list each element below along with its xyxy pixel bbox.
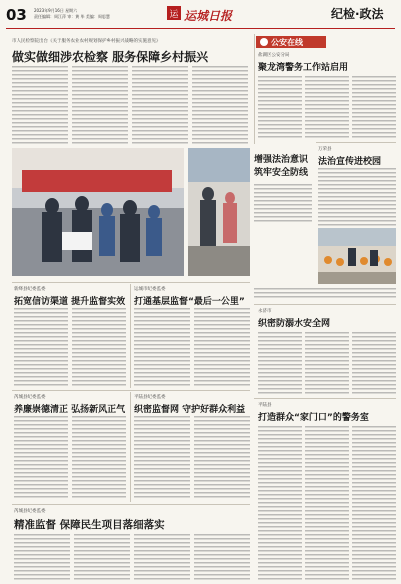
- mid-left-body-col1: [14, 308, 68, 386]
- editor-line: 责任编辑：周江萍 审：黄 毕 美编：周思慧: [34, 14, 110, 19]
- row3-left-kicker: 芮城县纪委监委: [14, 395, 46, 400]
- sidebar-story3-body-col1: [258, 332, 302, 394]
- sidebar-story1-body-col2: [305, 76, 349, 140]
- bottom-body-col3: [134, 534, 190, 580]
- sidebar-story1-kicker: 盐湖区公安分局: [258, 53, 290, 58]
- sidebar-channel-title: 公安在线: [271, 38, 303, 47]
- feature-title-line2: 筑牢安全防线: [254, 168, 309, 178]
- sidebar-story4-body-col1: [258, 426, 302, 580]
- lead-photo: [12, 148, 184, 276]
- paper-name: 运城日报: [184, 9, 233, 23]
- police-badge-icon: [260, 38, 268, 46]
- sidebar-story3-body-col2: [305, 332, 349, 394]
- page-number: 03: [6, 6, 27, 24]
- row3-left-headline: 养廉崇德清正 弘扬新风正气: [14, 405, 126, 415]
- row3-left-body-col2: [72, 416, 126, 500]
- lead-body-col4: [192, 66, 248, 144]
- sidebar-story2-kicker: 万荣县: [318, 147, 332, 152]
- svg-text:运: 运: [169, 10, 179, 20]
- row3-right-body-col2: [194, 416, 250, 500]
- date-line: 2023年9月16日 星期六: [34, 8, 78, 13]
- sidebar-photo: [318, 228, 396, 284]
- sidebar-story4-body-col3: [352, 426, 396, 580]
- bottom-kicker: 芮城县纪委监委: [14, 509, 46, 514]
- feature-caption: [254, 184, 312, 224]
- section-title: 纪检·政法: [331, 7, 384, 21]
- sidebar-story3-headline: 织密防溺水安全网: [258, 319, 331, 329]
- lead-kicker: 市人民检察院出台《关于服务农业农村规划保护乡村振兴战略的实施意见》: [12, 39, 161, 44]
- lead-body-col3: [132, 66, 188, 144]
- row3-right-kicker: 平陆县纪委监委: [134, 395, 166, 400]
- sidebar-story4-headline: 打造群众“家门口”的警务室: [258, 413, 369, 423]
- bottom-headline: 精准监督 保障民生项目落细落实: [14, 519, 165, 531]
- lead-body-col2: [72, 66, 128, 144]
- mid-right-body-col1: [134, 308, 190, 386]
- bottom-body-col2: [74, 534, 130, 580]
- row3-left-body-col1: [14, 416, 68, 500]
- mid-left-headline: 拓宽信访渠道 提升监督实效: [14, 297, 126, 307]
- mid-right-headline: 打通基层监督“最后一公里”: [134, 297, 245, 307]
- bottom-body-col4: [194, 534, 250, 580]
- sidebar-story1-body-col1: [258, 76, 302, 140]
- paper-logo: [166, 4, 236, 28]
- mid-right-body-col2: [194, 308, 250, 386]
- lead-headline: 做实做细涉农检察 服务保障乡村振兴: [12, 50, 209, 64]
- mid-left-body-col2: [72, 308, 126, 386]
- sidebar-story3-kicker: 永济市: [258, 309, 272, 314]
- lead-body-col1: [12, 66, 68, 144]
- sidebar-story3-body-col3: [352, 332, 396, 394]
- mid-right-kicker: 运城市纪委监委: [134, 287, 166, 292]
- sidebar-story2-headline: 法治宣传进校园: [318, 157, 382, 167]
- feature-title-line1: 增强法治意识: [254, 155, 309, 165]
- sidebar-photo-caption: [254, 288, 396, 300]
- mid-left-kicker: 新绛县纪委监委: [14, 287, 46, 292]
- sidebar-story4-kicker: 平陆县: [258, 403, 272, 408]
- row3-right-headline: 织密监督网 守护好群众利益: [134, 405, 246, 415]
- sidebar-story1-body-col3: [352, 76, 396, 140]
- feature-title-block: [254, 154, 312, 180]
- sidebar-story4-body-col2: [305, 426, 349, 580]
- masthead: [0, 0, 401, 34]
- sidebar-story2-body: [318, 168, 396, 226]
- bottom-body-col1: [14, 534, 70, 580]
- row3-right-body-col1: [134, 416, 190, 500]
- feature-photo: [188, 148, 250, 276]
- sidebar-channel-banner: [256, 36, 326, 48]
- sidebar-story1-headline: 聚龙湾警务工作站启用: [258, 63, 349, 73]
